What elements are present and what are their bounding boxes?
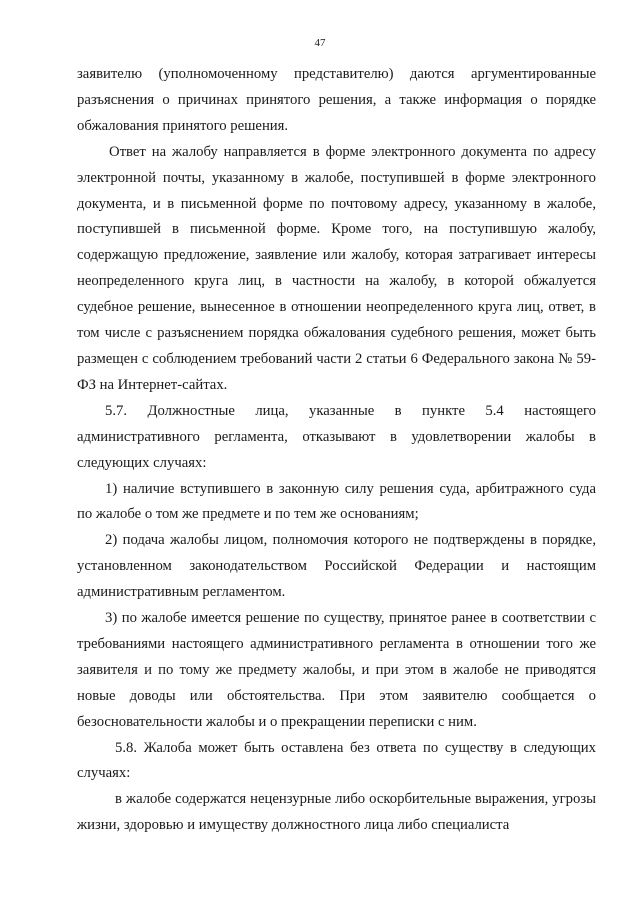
list-item-2: 2) подача жалобы лицом, полномочия которого не подтверждены в порядке, установленном законодательством Российской Федерации и настоящим административным регламентом. [77, 532, 596, 601]
paragraph-5-7: 5.7. Должностные лица, указанные в пункте 5.4 настоящего административного регламента, отказывают в удовлетворении жалобы в следующих случаях: [77, 402, 596, 471]
paragraph-answer-form: Ответ на жалобу направляется в форме электронного документа по адресу электронной почты, указанному в жалобе, поступившей в форме электронного документа, и в письменной форме по почтовому адресу, указанному в жалобе, поступившей в письменной форме. Кроме того, на поступившую жалобу, содержащую предложение, заявление или жалобу, которая затрагивает интересы неопределенного круга лиц, в частности на жалобу, в которой обжалуется судебное решение, вынесенное в отношении неопределенного круга лиц, ответ, в том числе с разъяснением порядка обжалования судебного решения, может быть размещен с соблюдением требований части 2 статьи 6 Федерального закона № 59-ФЗ на Интернет-сайтах. [77, 143, 596, 393]
list-item-3: 3) по жалобе имеется решение по существу, принятое ранее в соответствии с требованиями настоящего административного регламента в отношении того же заявителя и по тому же предмету жалобы, и при этом в жалобе не приводятся новые доводы или обстоятельства. При этом заявителю сообщается о безосновательности жалобы и о прекращении переписки с ним. [77, 610, 596, 730]
paragraph-obscene-content: в жалобе содержатся нецензурные либо оскорбительные выражения, угрозы жизни, здоровью и имуществу должностного лица либо специалиста [77, 791, 596, 834]
list-item-1: 1) наличие вступившего в законную силу решения суда, арбитражного суда по жалобе о том же предмете и по тем же основаниям; [77, 480, 596, 523]
page-number: 47 [314, 37, 326, 49]
document-body [77, 62, 596, 839]
paragraph-5-8: 5.8. Жалоба может быть оставлена без ответа по существу в следующих случаях: [77, 739, 596, 782]
paragraph-answer-explanation: заявителю (уполномоченному представителю) даются аргументированные разъяснения о причинах принятого решения, а также информация о порядке обжалования принятого решения. [77, 66, 596, 134]
